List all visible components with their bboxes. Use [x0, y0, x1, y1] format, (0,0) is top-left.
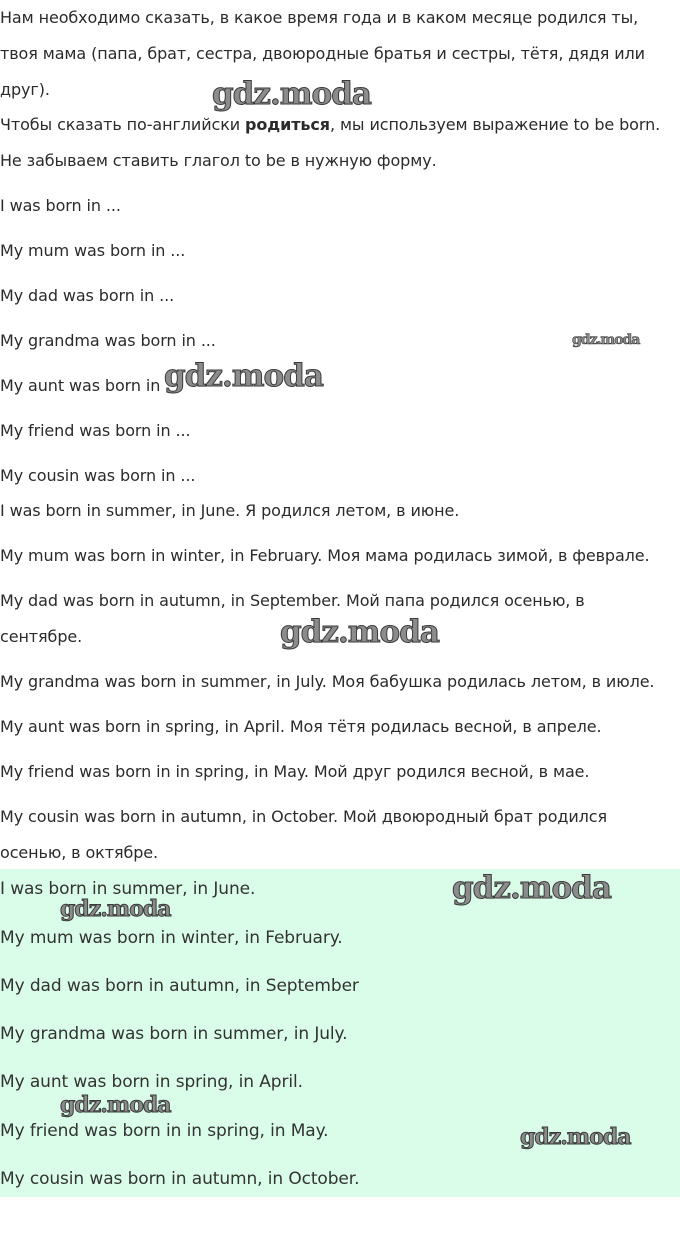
prompt-line: My mum was born in ...: [0, 241, 186, 260]
translation-line: I was born in summer, in June. Я родился летом, в июне.: [0, 501, 460, 520]
translation-line: My cousin was born in autumn, in October. Мой двоюродный брат родился: [0, 807, 608, 826]
prompt-line: My grandma was born in ...: [0, 331, 216, 350]
answer-line: My friend was born in in spring, in May.: [0, 1121, 329, 1141]
intro-line-1: Нам необходимо сказать, в какое время года и в каком месяце родился ты,: [0, 8, 639, 27]
answer-line: My grandma was born in summer, in July.: [0, 1024, 348, 1044]
prompt-line: My aunt was born in: [0, 376, 161, 395]
watermark: gdz.moda: [280, 614, 439, 650]
translation-line: My friend was born in in spring, in May. Мой друг родился весной, в мае.: [0, 762, 590, 781]
intro-line-4-bold: родиться: [245, 115, 330, 134]
translation-line: осенью, в октябре.: [0, 843, 159, 862]
answer-line: My mum was born in winter, in February.: [0, 928, 343, 948]
translation-line: My mum was born in winter, in February. Моя мама родилась зимой, в феврале.: [0, 546, 650, 565]
translation-line: сентябре.: [0, 627, 83, 646]
intro-line-2: твоя мама (папа, брат, сестра, двоюродные братья и сестры, тётя, дядя или: [0, 44, 645, 63]
watermark: gdz.moda: [520, 1124, 631, 1150]
intro-line-3: друг).: [0, 80, 50, 99]
prompt-line: My cousin was born in ...: [0, 466, 196, 485]
prompt-line: My friend was born in ...: [0, 421, 191, 440]
intro-line-4: [0, 115, 660, 135]
intro-line-5: Не забываем ставить глагол to be в нужную форму.: [0, 151, 437, 170]
answer-line: I was born in summer, in June.: [0, 879, 256, 899]
answer-line: My dad was born in autumn, in September: [0, 976, 359, 996]
prompt-line: My dad was born in ...: [0, 286, 175, 305]
answer-line: My cousin was born in autumn, in October.: [0, 1169, 360, 1189]
translation-line: My dad was born in autumn, in September. Мой папа родился осенью, в: [0, 591, 585, 610]
translation-line: My aunt was born in spring, in April. Моя тётя родилась весной, в апреле.: [0, 717, 602, 736]
watermark: gdz.moda: [60, 1092, 171, 1118]
watermark: gdz.moda: [452, 870, 611, 906]
watermark: gdz.moda: [60, 896, 171, 922]
watermark: gdz.moda: [164, 358, 323, 394]
intro-line-4-end: , мы используем выражение to be born.: [329, 115, 661, 134]
translation-line: My grandma was born in summer, in July. Моя бабушка родилась летом, в июле.: [0, 672, 655, 691]
answer-line: My aunt was born in spring, in April.: [0, 1072, 303, 1092]
watermark: gdz.moda: [212, 76, 371, 112]
intro-line-4-start: Чтобы сказать по-английски: [0, 115, 246, 134]
watermark: gdz.moda: [572, 332, 640, 348]
prompt-line: I was born in ...: [0, 196, 121, 215]
